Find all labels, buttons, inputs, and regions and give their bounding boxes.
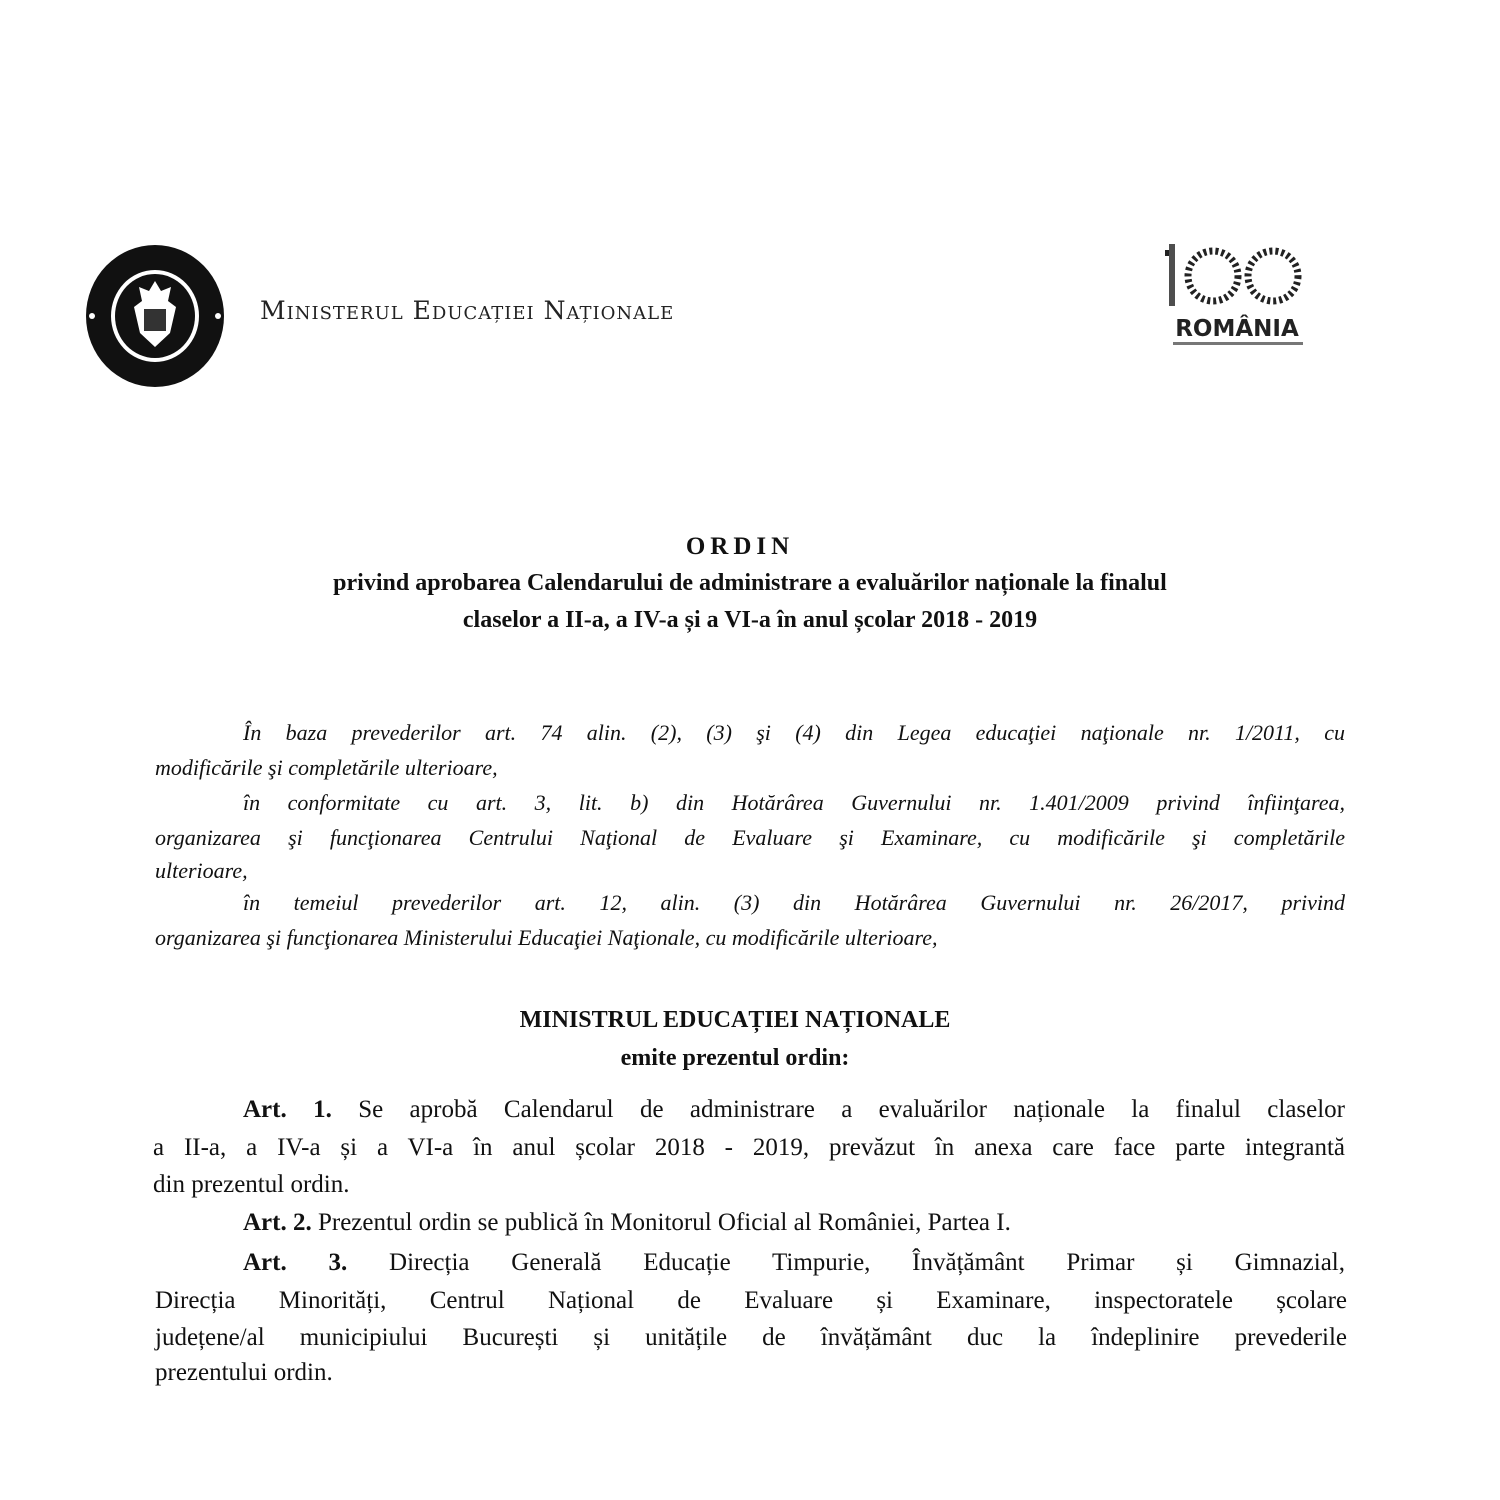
preamble-line: organizarea şi funcţionarea Ministerului Educaţiei Naţionale, cu modificările ulterioare,: [155, 925, 938, 950]
ministry-name: Ministerul Educației Naționale: [260, 296, 675, 325]
document-title: ORDIN: [685, 533, 795, 560]
svg-text:ROMÂNIA: ROMÂNIA: [1175, 316, 1299, 342]
preamble-line: modificările şi completările ulterioare,: [155, 755, 498, 780]
preamble-line: În baza prevederilor art. 74 alin. (2), (3) şi (4) din Legea educaţiei naţionale nr. 1/2011, cu: [243, 720, 1345, 745]
subtitle-line: privind aprobarea Calendarului de administrare a evaluărilor naționale la finalul: [333, 570, 1167, 596]
article-1-line: din prezentul ordin.: [153, 1171, 350, 1198]
article-3-line: prezentului ordin.: [155, 1359, 333, 1386]
article-text: Prezentul ordin se publică în Monitorul Oficial al României, Partea I.: [317, 1209, 1011, 1236]
article-label: Art. 1.: [243, 1096, 332, 1123]
article-text: Direcția Generală Educație Timpurie, Învățământ Primar și Gimnazial,: [389, 1249, 1345, 1276]
article-1-line: [243, 1096, 1345, 1124]
issuer-title: MINISTRUL EDUCAȚIEI NAȚIONALE: [519, 1007, 951, 1033]
article-text: Se aprobă Calendarul de administrare a evaluărilor naționale la finalul claselor: [358, 1096, 1346, 1123]
article-label: Art. 2.: [243, 1209, 312, 1236]
government-seal-logo: [84, 243, 226, 389]
article-3-line: Direcția Minorități, Centrul Național de Evaluare și Examinare, inspectoratele școlare: [155, 1287, 1347, 1314]
issuer-subtitle: emite prezentul ordin:: [620, 1045, 850, 1071]
preamble-line: ulterioare,: [155, 858, 248, 883]
preamble-line: organizarea şi funcţionarea Centrului Naţional de Evaluare şi Examinare, cu modificările şi completările: [155, 825, 1345, 850]
subtitle-line: claselor a II-a, a IV-a și a VI-a în anul școlar 2018 - 2019: [462, 607, 1038, 633]
article-3-line: [243, 1249, 1345, 1277]
article-1-line: a II-a, a IV-a și a VI-a în anul școlar 2018 - 2019, prevăzut în anexa care face parte integrantă: [153, 1134, 1345, 1161]
article-label: Art. 3.: [243, 1249, 348, 1276]
preamble-line: în conformitate cu art. 3, lit. b) din Hotărârea Guvernului nr. 1.401/2009 privind înfiinţarea,: [243, 790, 1345, 815]
preamble-line: în temeiul prevederilor art. 12, alin. (3) din Hotărârea Guvernului nr. 26/2017, privind: [243, 890, 1345, 915]
article-2-line: [243, 1209, 1011, 1237]
article-3-line: județene/al municipiului București și unitățile de învățământ duc la îndeplinire prevederile: [155, 1324, 1347, 1351]
romania-centenary-logo: [1165, 240, 1310, 350]
